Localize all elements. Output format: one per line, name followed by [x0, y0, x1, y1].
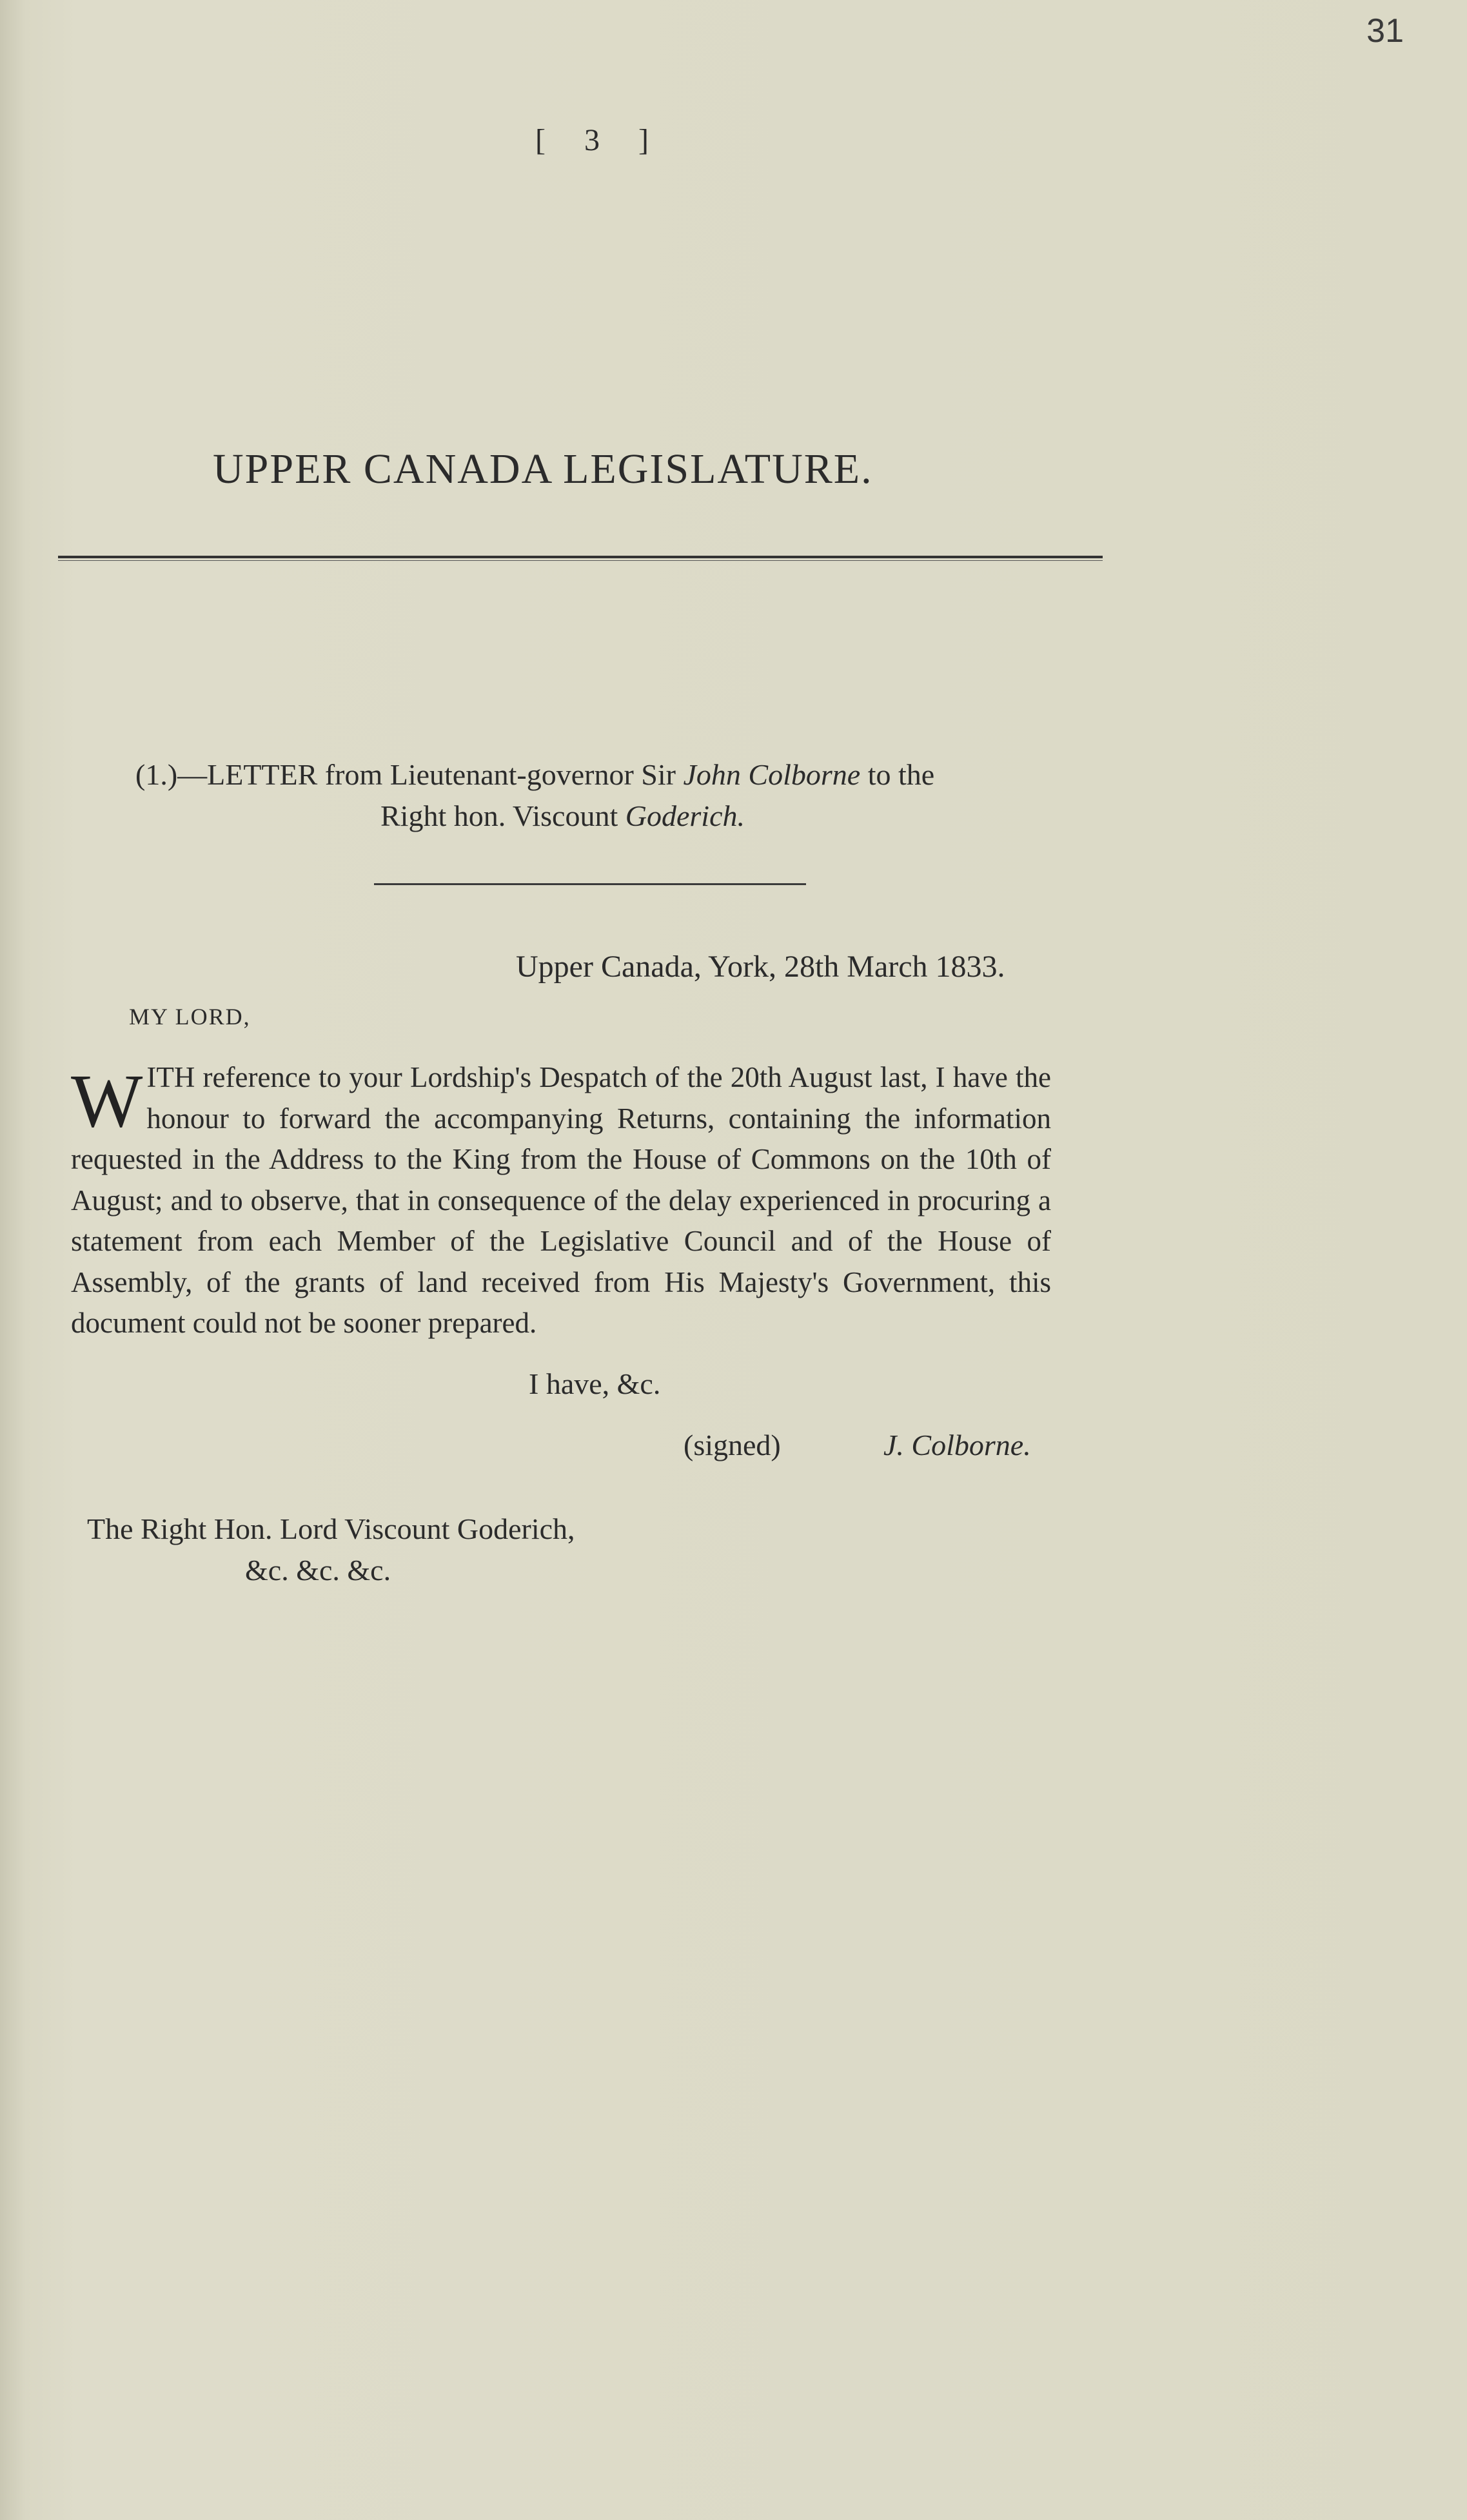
title-divider	[58, 556, 1103, 561]
addressee-line-1: The Right Hon. Lord Viscount Goderich,	[87, 1512, 575, 1545]
drop-cap: W	[71, 1059, 143, 1143]
heading-from-name: John Colborne	[683, 758, 861, 791]
page-marker: [ 3 ]	[535, 123, 664, 157]
heading-line2-prefix: Right hon. Viscount	[380, 799, 618, 832]
dateline: Upper Canada, York, 28th March 1833.	[516, 950, 1005, 984]
salutation: MY LORD,	[129, 1004, 251, 1030]
letter-heading	[135, 754, 1038, 837]
heading-number: (1.)	[135, 758, 178, 791]
closing: I have, &c.	[529, 1367, 661, 1400]
heading-to-name: Goderich.	[625, 799, 745, 832]
scan-page-number: 31	[1366, 12, 1404, 50]
letter-body	[71, 1057, 1051, 1344]
addressee	[87, 1509, 575, 1591]
heading-lead: —LETTER from Lieutenant-governor Sir	[177, 758, 676, 791]
signature: J. Colborne.	[883, 1429, 1031, 1461]
addressee-line-2: &c. &c. &c.	[245, 1554, 391, 1587]
heading-divider	[374, 883, 806, 885]
document-title: UPPER CANADA LEGISLATURE.	[213, 445, 873, 493]
signed-label: (signed)	[684, 1429, 781, 1461]
heading-line-2	[135, 796, 1038, 837]
heading-to-prefix: to the	[867, 758, 935, 791]
letter-body-text: ITH reference to your Lordship's Despatch of the 20th August last, I have the honour to forward the accompanying Returns, containing the information requested in the Address to the King from the House of Commons on the 10th of August; and to observe, that in consequence of the delay experienced in procuring a statement from each Member of the Legislative Council and of the House of Assembly, of the grants of land received from His Majesty's Government, this document could not be sooner prepared.	[71, 1061, 1051, 1339]
